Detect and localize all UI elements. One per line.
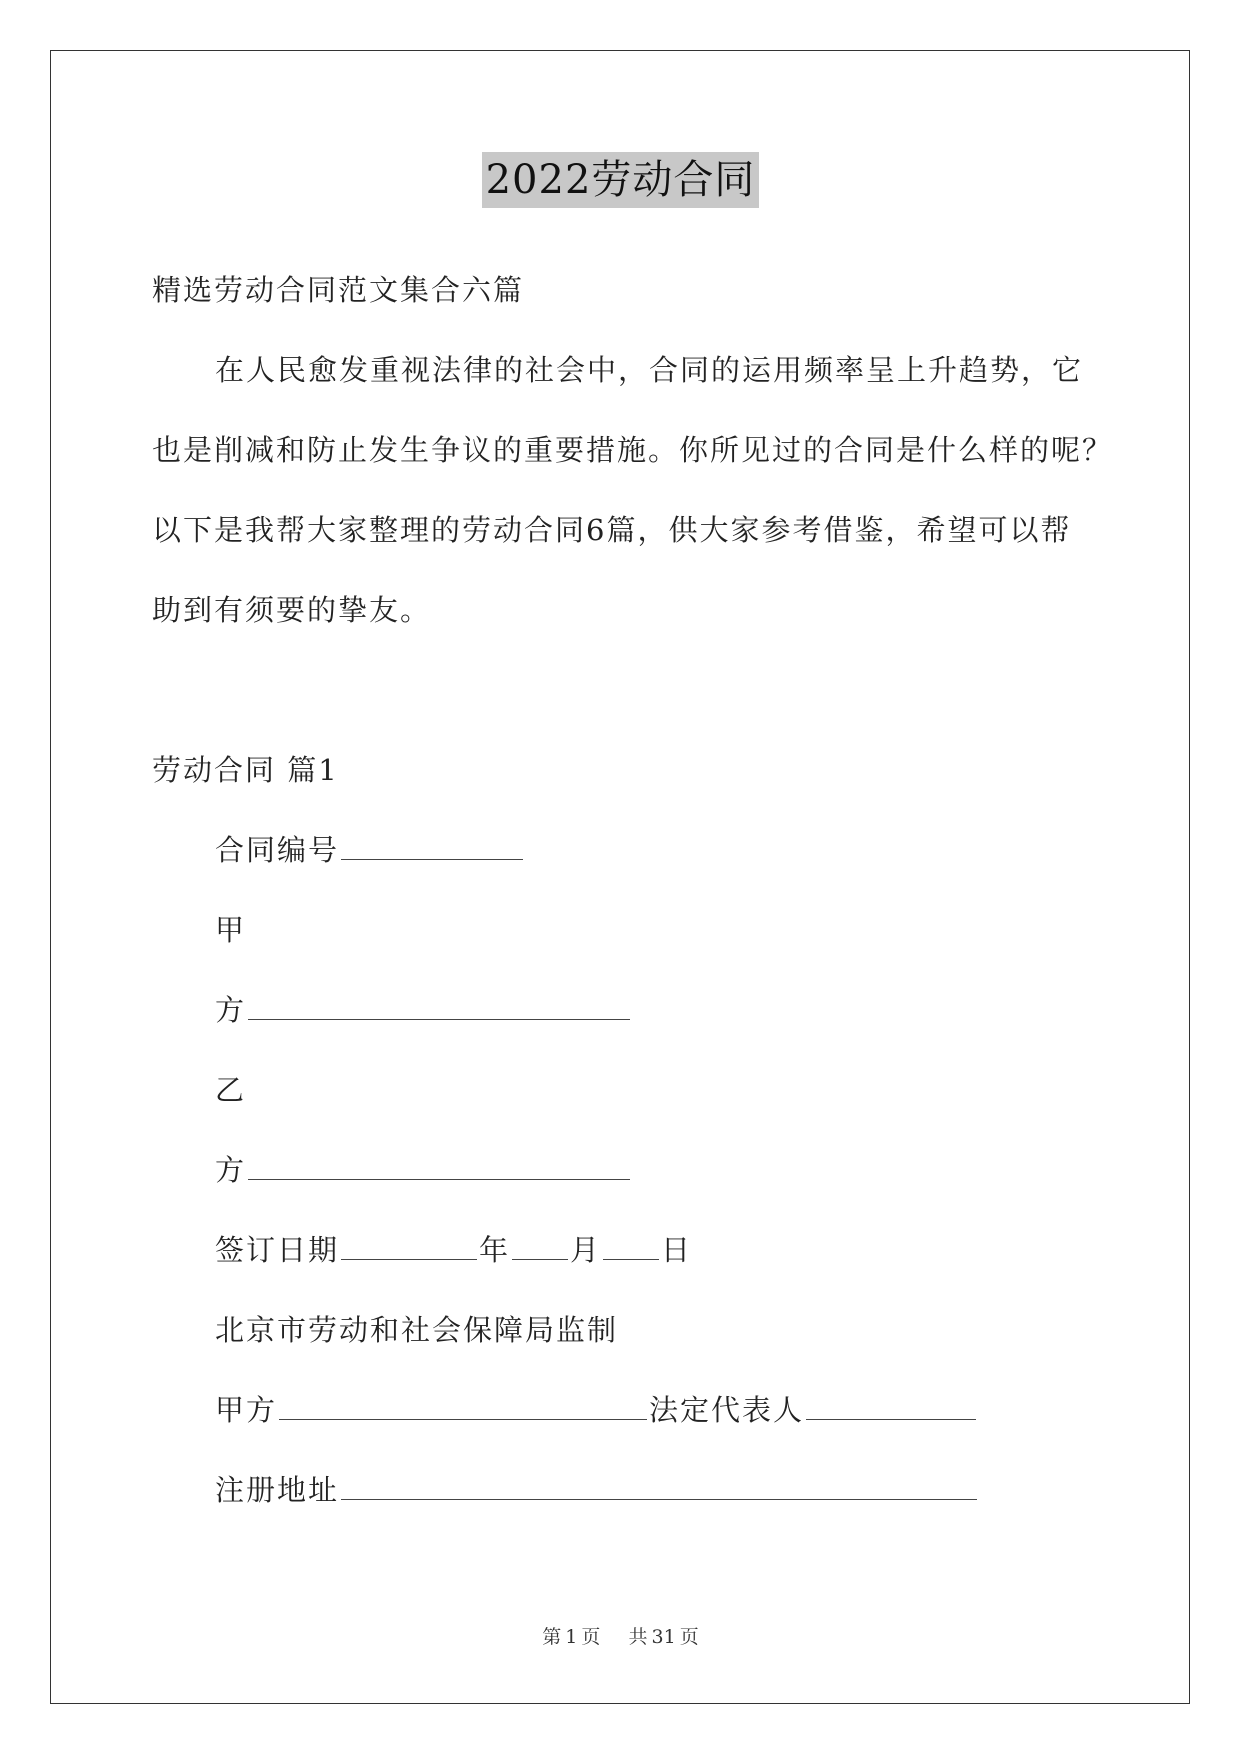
party-a-blank	[248, 991, 630, 1020]
document-subtitle: 精选劳动合同范文集合六篇	[152, 273, 525, 307]
party-a-name-blank	[279, 1391, 647, 1420]
intro-line-3: 以下是我帮大家整理的劳动合同6篇，供大家参考借鉴，希望可以帮	[152, 513, 1072, 547]
party-a-row	[215, 990, 632, 1030]
sign-month-blank	[512, 1231, 568, 1260]
legal-rep-blank	[806, 1391, 976, 1420]
party-b-label-1: 乙	[215, 1073, 247, 1107]
party-a-legal-row	[215, 1390, 978, 1430]
party-a-label-1: 甲	[215, 913, 247, 947]
contract-number-blank	[341, 831, 523, 860]
total-suffix: 页	[679, 1626, 699, 1648]
intro-line-1: 在人民愈发重视法律的社会中，合同的运用频率呈上升趋势，它	[215, 353, 1084, 387]
sign-year-blank	[341, 1231, 477, 1260]
reg-address-blank	[341, 1471, 977, 1500]
reg-address-label: 注册地址	[215, 1473, 340, 1507]
sign-day-blank	[603, 1231, 659, 1260]
page-footer	[0, 1622, 1241, 1649]
section-heading: 劳动合同 篇1	[152, 753, 339, 787]
party-b-label-2: 方	[215, 1153, 247, 1187]
year-label: 年	[479, 1233, 511, 1267]
month-label: 月	[570, 1233, 602, 1267]
page-prefix: 第	[542, 1626, 562, 1648]
page-suffix: 页	[581, 1626, 601, 1648]
day-label: 日	[661, 1233, 693, 1267]
party-b-blank	[248, 1151, 630, 1180]
total-pages: 31	[651, 1626, 676, 1648]
party-a-label-2: 方	[215, 993, 247, 1027]
legal-rep-label: 法定代表人	[649, 1393, 805, 1427]
document-title: 2022劳动合同	[482, 152, 760, 208]
sign-date-label: 签订日期	[215, 1233, 340, 1267]
contract-number-label: 合同编号	[215, 833, 340, 867]
party-b-row	[215, 1150, 632, 1190]
intro-line-4: 助到有须要的挚友。	[152, 593, 432, 627]
page-number: 1	[565, 1626, 578, 1648]
contract-number-row	[215, 830, 525, 870]
reg-address-row	[215, 1470, 979, 1510]
total-prefix: 共	[628, 1626, 648, 1648]
party-a-label: 甲方	[215, 1393, 278, 1427]
intro-line-2: 也是削减和防止发生争议的重要措施。你所见过的合同是什么样的呢？	[152, 433, 1114, 467]
title-container	[0, 152, 1241, 208]
sign-date-row	[215, 1230, 692, 1270]
supervisor-line: 北京市劳动和社会保障局监制	[215, 1313, 619, 1347]
